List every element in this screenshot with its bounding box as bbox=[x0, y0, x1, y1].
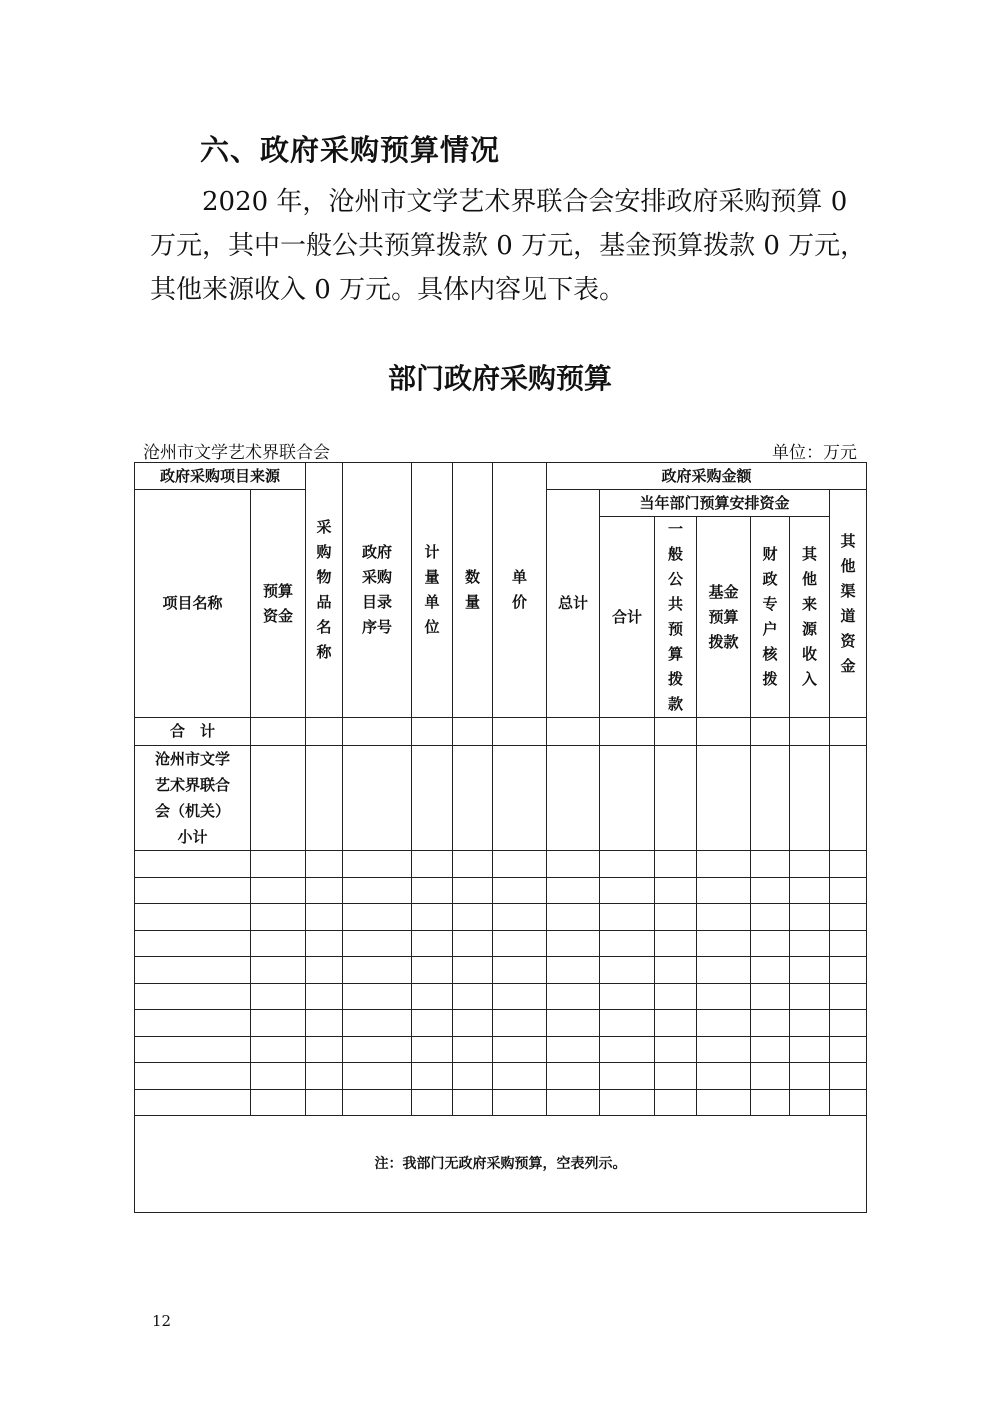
total-row bbox=[135, 718, 867, 746]
empty-cell bbox=[697, 1089, 751, 1116]
empty-cell bbox=[751, 930, 790, 957]
header-project-name: 项目名称 bbox=[135, 490, 251, 718]
empty-cell bbox=[655, 877, 697, 904]
header-budget-funds: 预算资金 bbox=[262, 581, 293, 625]
empty-cell bbox=[655, 851, 697, 878]
header-general-budget: 一般公共预算拨款 bbox=[668, 520, 684, 713]
empty-cell bbox=[790, 983, 830, 1010]
table-title: 部门政府采购预算 bbox=[387, 362, 612, 395]
empty-cell bbox=[655, 930, 697, 957]
header-total: 总计 bbox=[547, 490, 600, 718]
empty-cell bbox=[343, 930, 412, 957]
empty-cell bbox=[697, 1036, 751, 1063]
empty-cell bbox=[697, 877, 751, 904]
empty-cell bbox=[600, 983, 655, 1010]
header-item-name: 采购物品名称 bbox=[316, 518, 332, 661]
empty-cell bbox=[697, 930, 751, 957]
empty-cell bbox=[830, 1010, 867, 1037]
header-dept-budget-group: 当年部门预算安排资金 bbox=[600, 490, 830, 517]
empty-cell bbox=[830, 877, 867, 904]
empty-cell bbox=[343, 983, 412, 1010]
empty-cell bbox=[251, 1089, 306, 1116]
empty-row bbox=[135, 851, 867, 878]
empty-cell bbox=[251, 1010, 306, 1037]
empty-cell bbox=[306, 851, 343, 878]
empty-cell bbox=[547, 1063, 600, 1090]
empty-cell bbox=[135, 930, 251, 957]
empty-cell bbox=[790, 1063, 830, 1090]
header-catalog-no: 政府采购目录序号 bbox=[362, 543, 393, 636]
empty-cell bbox=[453, 1063, 493, 1090]
header-unit-price: 单价 bbox=[512, 568, 528, 611]
header-other-income: 其他来源收入 bbox=[802, 545, 818, 688]
empty-cell bbox=[655, 1089, 697, 1116]
empty-cell bbox=[830, 983, 867, 1010]
empty-cell bbox=[412, 904, 453, 931]
empty-cell bbox=[251, 957, 306, 984]
empty-cell bbox=[493, 1010, 547, 1037]
header-subtotal: 合计 bbox=[600, 517, 655, 718]
empty-cell bbox=[600, 957, 655, 984]
unit-label: 单位：万元 bbox=[772, 443, 857, 463]
empty-cell bbox=[547, 904, 600, 931]
empty-row bbox=[135, 957, 867, 984]
empty-rows bbox=[135, 851, 867, 1116]
empty-cell bbox=[251, 1063, 306, 1090]
empty-cell bbox=[751, 1036, 790, 1063]
empty-cell bbox=[251, 851, 306, 878]
empty-cell bbox=[751, 1063, 790, 1090]
empty-cell bbox=[343, 1089, 412, 1116]
empty-cell bbox=[412, 930, 453, 957]
empty-cell bbox=[547, 851, 600, 878]
empty-cell bbox=[306, 1063, 343, 1090]
empty-cell bbox=[600, 1036, 655, 1063]
org-subtotal-row bbox=[135, 746, 867, 851]
empty-cell bbox=[412, 983, 453, 1010]
empty-cell bbox=[751, 904, 790, 931]
empty-cell bbox=[655, 1063, 697, 1090]
empty-cell bbox=[412, 851, 453, 878]
empty-cell bbox=[306, 904, 343, 931]
header-measure-unit: 计量单位 bbox=[424, 543, 440, 636]
empty-cell bbox=[343, 1036, 412, 1063]
empty-cell bbox=[135, 851, 251, 878]
empty-cell bbox=[600, 1010, 655, 1037]
empty-cell bbox=[697, 1063, 751, 1090]
paragraph-line-1: 2020 年，沧州市文学艺术界联合会安排政府采购预算 0 bbox=[202, 187, 848, 217]
empty-cell bbox=[306, 877, 343, 904]
empty-row bbox=[135, 1089, 867, 1116]
empty-cell bbox=[600, 930, 655, 957]
note-row bbox=[135, 1116, 867, 1213]
page-number: 12 bbox=[152, 1312, 172, 1330]
empty-cell bbox=[600, 904, 655, 931]
empty-cell bbox=[453, 904, 493, 931]
empty-cell bbox=[830, 1063, 867, 1090]
empty-cell bbox=[493, 983, 547, 1010]
paragraph-line-3: 其他来源收入 0 万元。具体内容见下表。 bbox=[150, 275, 626, 305]
empty-cell bbox=[306, 930, 343, 957]
empty-cell bbox=[251, 877, 306, 904]
empty-cell bbox=[251, 904, 306, 931]
empty-cell bbox=[135, 1089, 251, 1116]
header-quantity: 数量 bbox=[465, 568, 481, 611]
empty-cell bbox=[830, 851, 867, 878]
budget-paragraph bbox=[150, 180, 865, 312]
empty-cell bbox=[790, 851, 830, 878]
empty-row bbox=[135, 877, 867, 904]
empty-cell bbox=[655, 1010, 697, 1037]
empty-row bbox=[135, 1010, 867, 1037]
empty-cell bbox=[453, 930, 493, 957]
empty-cell bbox=[412, 1010, 453, 1037]
empty-cell bbox=[493, 877, 547, 904]
empty-cell bbox=[306, 1089, 343, 1116]
empty-cell bbox=[453, 851, 493, 878]
empty-cell bbox=[135, 1036, 251, 1063]
empty-cell bbox=[547, 1036, 600, 1063]
empty-cell bbox=[830, 957, 867, 984]
empty-row bbox=[135, 904, 867, 931]
empty-cell bbox=[135, 983, 251, 1010]
empty-cell bbox=[830, 1089, 867, 1116]
header-amount-group: 政府采购金额 bbox=[547, 463, 867, 490]
empty-cell bbox=[655, 1036, 697, 1063]
header-fund-budget: 基金预算拨款 bbox=[708, 582, 739, 651]
empty-cell bbox=[790, 1036, 830, 1063]
empty-cell bbox=[343, 1010, 412, 1037]
empty-cell bbox=[751, 851, 790, 878]
empty-cell bbox=[493, 851, 547, 878]
empty-cell bbox=[135, 904, 251, 931]
header-other-channels: 其他渠道资金 bbox=[840, 531, 856, 675]
empty-cell bbox=[493, 1036, 547, 1063]
empty-cell bbox=[306, 1010, 343, 1037]
empty-row bbox=[135, 1063, 867, 1090]
empty-cell bbox=[453, 1036, 493, 1063]
empty-cell bbox=[600, 851, 655, 878]
org-name: 沧州市文学艺术界联合会 bbox=[143, 443, 330, 463]
empty-cell bbox=[251, 1036, 306, 1063]
empty-cell bbox=[251, 930, 306, 957]
empty-cell bbox=[493, 904, 547, 931]
empty-cell bbox=[135, 1063, 251, 1090]
empty-cell bbox=[751, 1010, 790, 1037]
empty-row bbox=[135, 983, 867, 1010]
empty-cell bbox=[751, 957, 790, 984]
empty-cell bbox=[790, 930, 830, 957]
empty-cell bbox=[697, 957, 751, 984]
empty-cell bbox=[600, 1089, 655, 1116]
section-heading: 六、政府采购预算情况 bbox=[200, 133, 501, 167]
org-subtotal-label: 沧州市文学艺术界联合会（机关）小计 bbox=[154, 750, 230, 846]
empty-cell bbox=[790, 877, 830, 904]
procurement-budget-table bbox=[134, 462, 867, 1213]
empty-cell bbox=[790, 904, 830, 931]
empty-cell bbox=[697, 983, 751, 1010]
empty-cell bbox=[547, 983, 600, 1010]
empty-cell bbox=[697, 851, 751, 878]
header-special-account: 财政专户核拨 bbox=[762, 545, 778, 688]
header-source-group: 政府采购项目来源 bbox=[135, 463, 306, 490]
empty-cell bbox=[655, 983, 697, 1010]
empty-cell bbox=[453, 877, 493, 904]
empty-cell bbox=[600, 1063, 655, 1090]
empty-cell bbox=[343, 957, 412, 984]
empty-cell bbox=[493, 1063, 547, 1090]
empty-cell bbox=[412, 1089, 453, 1116]
empty-cell bbox=[135, 1010, 251, 1037]
empty-cell bbox=[493, 930, 547, 957]
empty-cell bbox=[751, 983, 790, 1010]
empty-cell bbox=[697, 904, 751, 931]
paragraph-line-2: 万元，其中一般公共预算拨款 0 万元，基金预算拨款 0 万元， bbox=[150, 231, 867, 261]
empty-cell bbox=[655, 904, 697, 931]
empty-cell bbox=[655, 957, 697, 984]
empty-cell bbox=[790, 957, 830, 984]
empty-cell bbox=[135, 957, 251, 984]
empty-cell bbox=[547, 1089, 600, 1116]
empty-cell bbox=[453, 1089, 493, 1116]
empty-cell bbox=[600, 877, 655, 904]
empty-cell bbox=[135, 877, 251, 904]
empty-cell bbox=[343, 904, 412, 931]
empty-cell bbox=[306, 1036, 343, 1063]
empty-cell bbox=[306, 957, 343, 984]
empty-row bbox=[135, 1036, 867, 1063]
empty-cell bbox=[493, 1089, 547, 1116]
empty-cell bbox=[790, 1089, 830, 1116]
empty-cell bbox=[830, 930, 867, 957]
total-row-label: 合 计 bbox=[135, 718, 251, 746]
empty-cell bbox=[343, 1063, 412, 1090]
empty-cell bbox=[412, 1036, 453, 1063]
empty-cell bbox=[751, 877, 790, 904]
empty-cell bbox=[493, 957, 547, 984]
empty-cell bbox=[830, 1036, 867, 1063]
empty-cell bbox=[547, 1010, 600, 1037]
empty-cell bbox=[306, 983, 343, 1010]
empty-cell bbox=[453, 983, 493, 1010]
empty-cell bbox=[751, 1089, 790, 1116]
empty-cell bbox=[547, 957, 600, 984]
empty-cell bbox=[412, 957, 453, 984]
empty-cell bbox=[830, 904, 867, 931]
empty-cell bbox=[547, 930, 600, 957]
empty-cell bbox=[343, 877, 412, 904]
empty-cell bbox=[251, 983, 306, 1010]
empty-cell bbox=[547, 877, 600, 904]
empty-cell bbox=[412, 1063, 453, 1090]
empty-cell bbox=[453, 1010, 493, 1037]
note-text: 注：我部门无政府采购预算，空表列示。 bbox=[135, 1116, 867, 1213]
empty-cell bbox=[453, 957, 493, 984]
empty-cell bbox=[697, 1010, 751, 1037]
empty-row bbox=[135, 930, 867, 957]
empty-cell bbox=[343, 851, 412, 878]
empty-cell bbox=[790, 1010, 830, 1037]
empty-cell bbox=[412, 877, 453, 904]
